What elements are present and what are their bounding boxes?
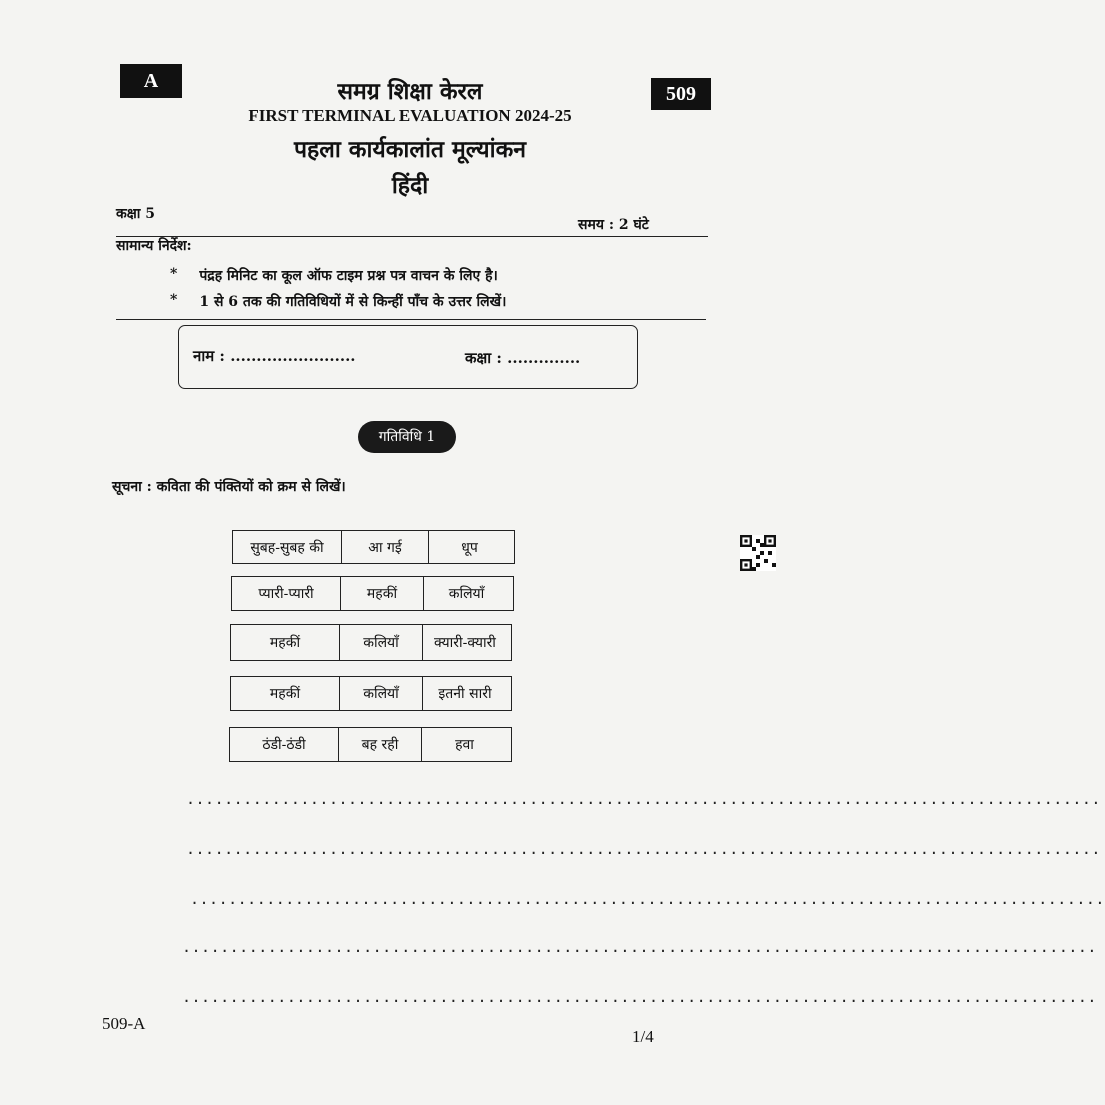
exam-title: FIRST TERMINAL EVALUATION 2024-25 (248, 106, 572, 125)
answer-line[interactable]: ................................................................................................ (186, 790, 1101, 808)
instructions-heading: सामान्य निर्देश: (116, 238, 192, 254)
instruction-text: पंद्रह मिनिट का कूल ऑफ टाइम प्रश्न पत्र वाचन के लिए है। (199, 268, 498, 284)
word-cell: कलियाँ (340, 677, 423, 710)
subject-title: हिंदी (391, 172, 429, 199)
word-row (232, 530, 515, 564)
org-title: समग्र शिक्षा केरल (337, 78, 483, 105)
answer-line[interactable]: ................................................................................................ (190, 890, 1105, 908)
instruction-item (170, 266, 498, 285)
instructions-divider (116, 319, 706, 320)
activity-notice: सूचना : कविता की पंक्तियों को क्रम से लिखें। (112, 479, 346, 495)
name-dots: ........................ (230, 347, 356, 365)
word-row (230, 624, 512, 661)
word-row (230, 676, 512, 711)
answer-line[interactable]: ................................................................................................ (182, 938, 1097, 956)
set-badge: A (120, 64, 182, 98)
word-cell: हवा (455, 737, 474, 753)
activity-title: गतिविधि 1 (358, 421, 456, 453)
instruction-text: 1 से 6 तक की गतिविधियों में से किन्हीं पाँच के उत्तर लिखें। (199, 294, 507, 310)
name-field[interactable] (193, 346, 356, 366)
time-label: समय : 2 घंटे (578, 217, 649, 233)
word-cell: इतनी सारी (438, 686, 492, 702)
page-number: 1/4 (632, 1027, 654, 1046)
word-cell: क्यारी-क्यारी (434, 635, 496, 651)
instruction-item (170, 292, 506, 311)
word-cell: धूप (461, 539, 478, 556)
bullet-icon: * (170, 266, 178, 282)
word-cell: महकीं (231, 625, 340, 660)
student-info-box (178, 325, 638, 389)
word-cell: महकीं (341, 577, 424, 610)
exam-title-hindi: पहला कार्यकालांत मूल्यांकन (293, 136, 527, 163)
word-cell: सुबह-सुबह की (233, 531, 342, 563)
class-field[interactable] (465, 348, 580, 368)
word-cell: ठंडी-ठंडी (230, 728, 339, 761)
class-field-label: कक्षा : (465, 349, 502, 367)
word-cell: आ गई (342, 531, 429, 563)
qr-code-icon (740, 535, 776, 571)
answer-line[interactable]: ................................................................................................ (182, 988, 1097, 1006)
class-label: कक्षा 5 (116, 206, 156, 222)
word-cell: कलियाँ (340, 625, 423, 660)
word-row (231, 576, 514, 611)
word-cell: महकीं (231, 677, 340, 710)
header-divider (116, 236, 708, 237)
word-cell: प्यारी-प्यारी (232, 577, 341, 610)
bullet-icon: * (170, 292, 178, 308)
word-cell: कलियाँ (448, 586, 485, 602)
class-dots: .............. (507, 349, 581, 367)
answer-line[interactable]: ................................................................................................ (186, 840, 1101, 858)
word-cell: बह रही (339, 728, 422, 761)
name-label: नाम : (193, 347, 225, 365)
paper-code: 509-A (102, 1014, 146, 1033)
word-row (229, 727, 512, 762)
code-badge: 509 (651, 78, 711, 110)
